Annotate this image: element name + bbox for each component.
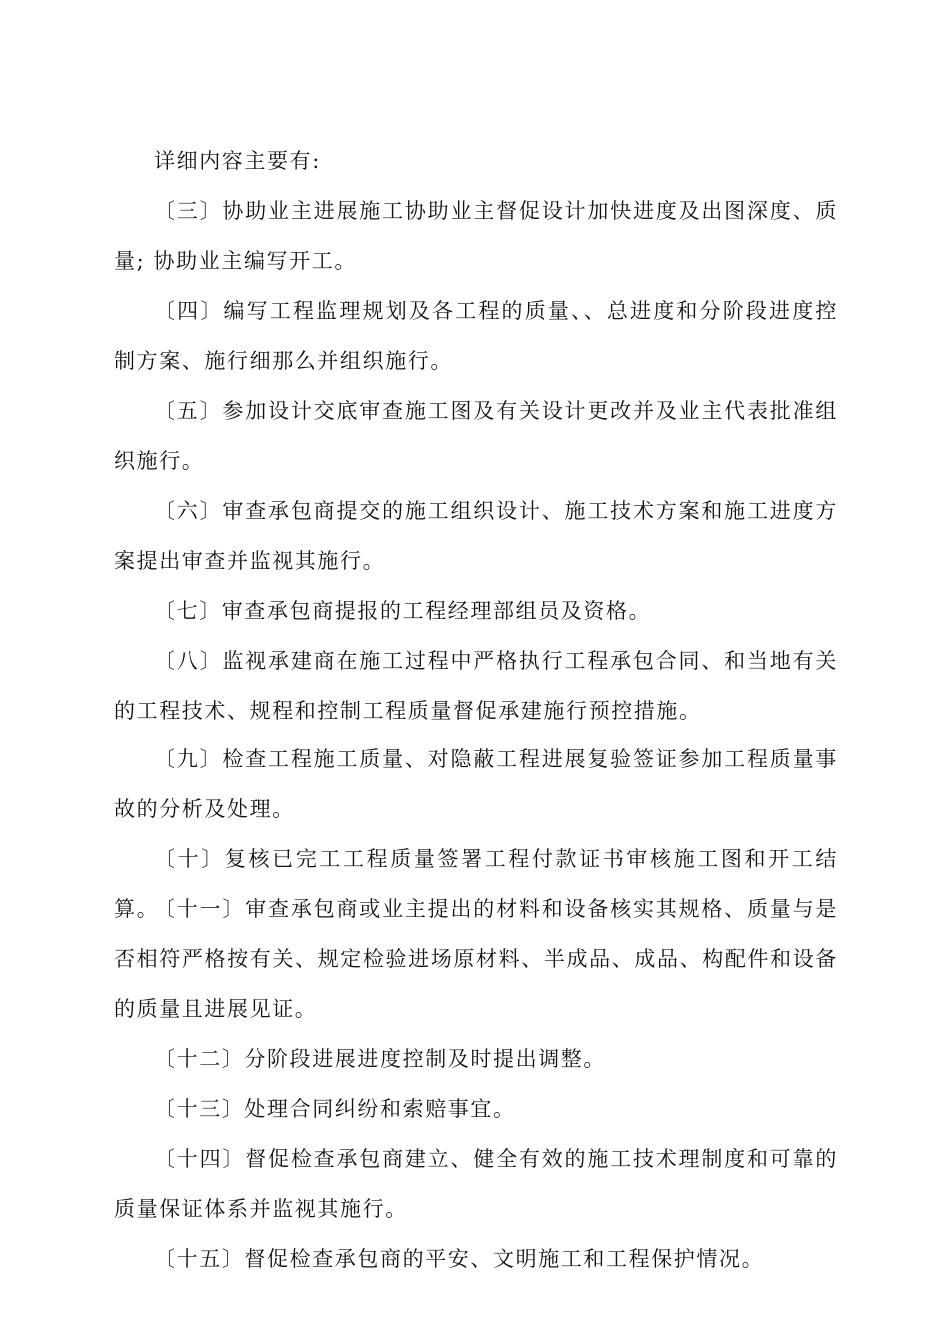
item-paragraph-9: 〔九〕检查工程施工质量、对隐蔽工程进展复验签证参加工程质量事故的分析及处理。 bbox=[114, 747, 838, 821]
item-paragraph-7: 〔七〕审查承包商提报的工程经理部组员及资格。 bbox=[154, 599, 652, 623]
item-paragraph-4: 〔四〕编写工程监理规划及各工程的质量、、总进度和分阶段进度控制方案、施行细那么并组织施行。 bbox=[114, 299, 838, 373]
item-paragraph-10: 〔十〕复核已完工工程质量签署工程付款证书审核施工图和开工结算。 bbox=[114, 847, 838, 921]
item-paragraph-15: 〔十五〕督促检查承包商的平安、文明施工和工程保护情况。 bbox=[154, 1247, 765, 1271]
item-paragraph-14: 〔十四〕督促检查承包商建立、健全有效的施工技术理制度和可靠的质量保证体系并监视其施行。 bbox=[114, 1147, 838, 1221]
item-paragraph-12: 〔十二〕分阶段进展进度控制及时提出调整。 bbox=[154, 1047, 606, 1071]
item-paragraph-6: 〔六〕审查承包商提交的施工组织设计、施工技术方案和施工进度方案提出审查并监视其施行。 bbox=[114, 499, 838, 573]
item-paragraph-3: 〔三〕协助业主进展施工协助业主督促设计加快进度及出图深度、质量; 协助业主编写开工。 bbox=[114, 199, 838, 273]
item-paragraph-13: 〔十三〕处理合同纠纷和索赔事宜。 bbox=[154, 1097, 516, 1121]
intro-paragraph: 详细内容主要有: bbox=[154, 149, 321, 173]
item-paragraph-8: 〔八〕监视承建商在施工过程中严格执行工程承包合同、和当地有关的工程技术、规程和控制工程质量督促承建施行预控措施。 bbox=[114, 649, 838, 723]
item-paragraph-5: 〔五〕参加设计交底审查施工图及有关设计更改并及业主代表批准组织施行。 bbox=[114, 399, 838, 473]
item-paragraph-11: 〔十一〕审查承包商或业主提出的材料和设备核实其规格、质量与是否相符严格按有关、规定检验进场原材料、半成品、成品、构配件和设备的质量且进展见证。 bbox=[114, 897, 838, 1021]
